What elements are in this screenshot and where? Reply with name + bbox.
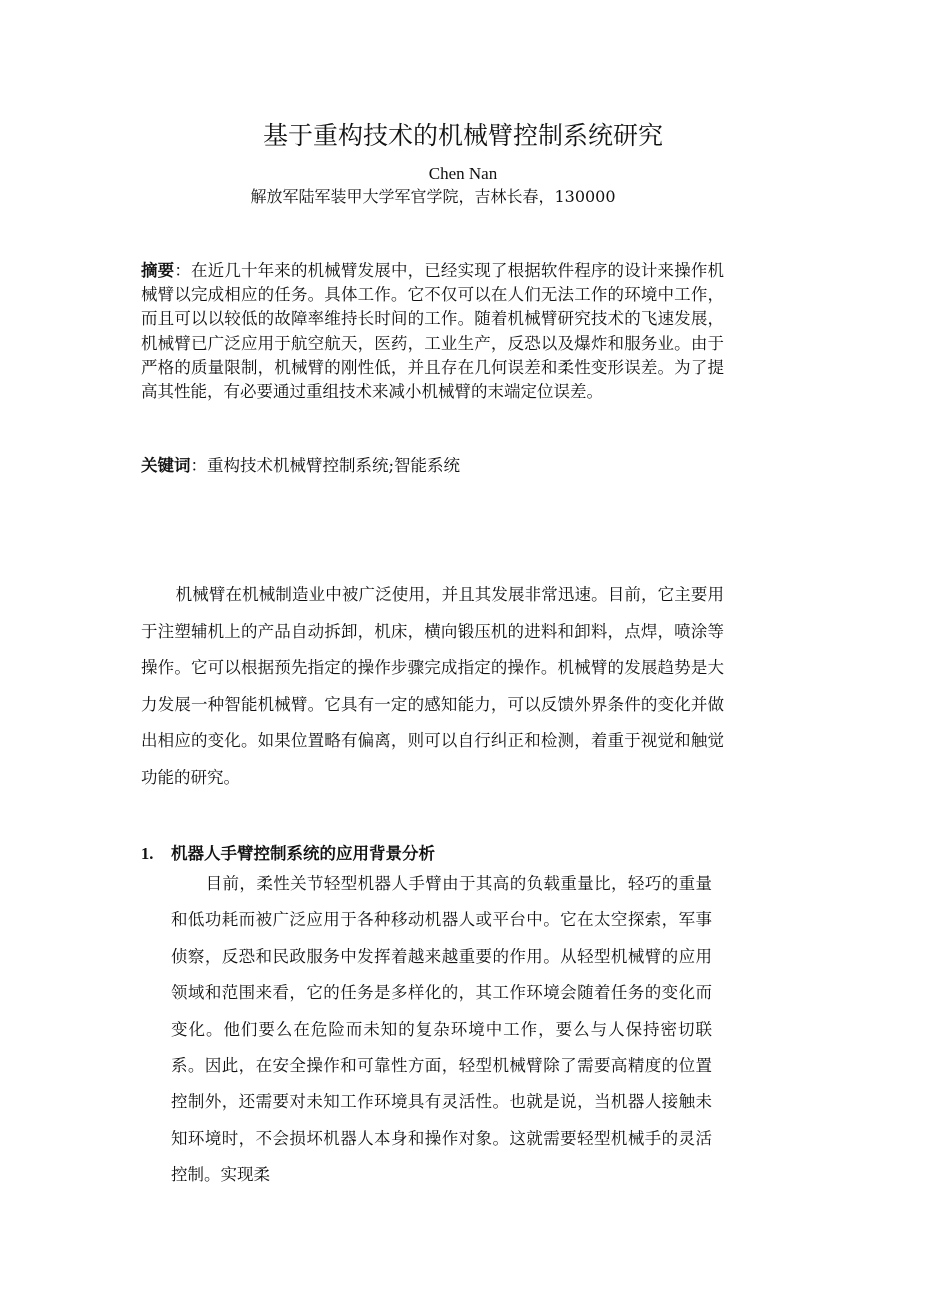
keywords — [141, 454, 724, 478]
section-number: 1. — [141, 844, 154, 863]
introduction-paragraph: 机械臂在机械制造业中被广泛使用，并且其发展非常迅速。目前，它主要用于注塑辅机上的产品自动拆卸，机床，横向锻压机的进料和卸料，点焊，喷涂等操作。它可以根据预先指定的操作步骤完成指定的操作。机械臂的发展趋势是大力发展一种智能机械臂。它具有一定的感知能力，可以反馈外界条件的变化并做出相应的变化。如果位置略有偏离，则可以自行纠正和检测，着重于视觉和触觉功能的研究。 — [141, 585, 724, 787]
section-body-paragraph: 目前，柔性关节轻型机器人手臂由于其高的负载重量比，轻巧的重量和低功耗而被广泛应用于各种移动机器人或平台中。它在太空探索，军事侦察，反恐和民政服务中发挥着越来越重要的作用。从轻型机械臂的应用领域和范围来看，它的任务是多样化的，其工作环境会随着任务的变化而变化。他们要么在危险而未知的复杂环境中工作，要么与人保持密切联系。因此，在安全操作和可靠性方面，轻型机械臂除了需要高精度的位置控制外，还需要对未知工作环境具有灵活性。也就是说，当机器人接触未知环境时，不会损坏机器人本身和操作对象。这就需要轻型机械手的灵活控制。实现柔 — [171, 874, 712, 1185]
paper-title: 基于重构技术的机械臂控制系统研究 — [262, 121, 663, 150]
keywords-separator: ： — [190, 456, 207, 475]
abstract-label: 摘要 — [141, 261, 175, 280]
abstract-separator: ： — [174, 261, 191, 280]
abstract-text: 在近几十年来的机械臂发展中，已经实现了根据软件程序的设计来操作机械臂以完成相应的任务。具体工作。它不仅可以在人们无法工作的环境中工作，而且可以以较低的故障率维持长时间的工作。随着机械臂研究技术的飞速发展，机械臂已广泛应用于航空航天，医药，工业生产，反恐以及爆炸和服务业。由于严格的质量限制，机械臂的刚性低，并且存在几何误差和柔性变形误差。为了提高其性能，有必要通过重组技术来减小机械臂的末端定位误差。 — [141, 261, 725, 402]
abstract — [141, 259, 724, 404]
keywords-label: 关键词 — [141, 456, 191, 475]
author-affiliation: 解放军陆军装甲大学军官学院，吉林长春，130000 — [250, 187, 616, 206]
keywords-text: 重构技术机械臂控制系统;智能系统 — [207, 456, 461, 475]
section-heading — [141, 842, 724, 866]
section-heading-text: 机器人手臂控制系统的应用背景分析 — [171, 844, 435, 863]
author-name: Chen Nan — [428, 164, 498, 183]
